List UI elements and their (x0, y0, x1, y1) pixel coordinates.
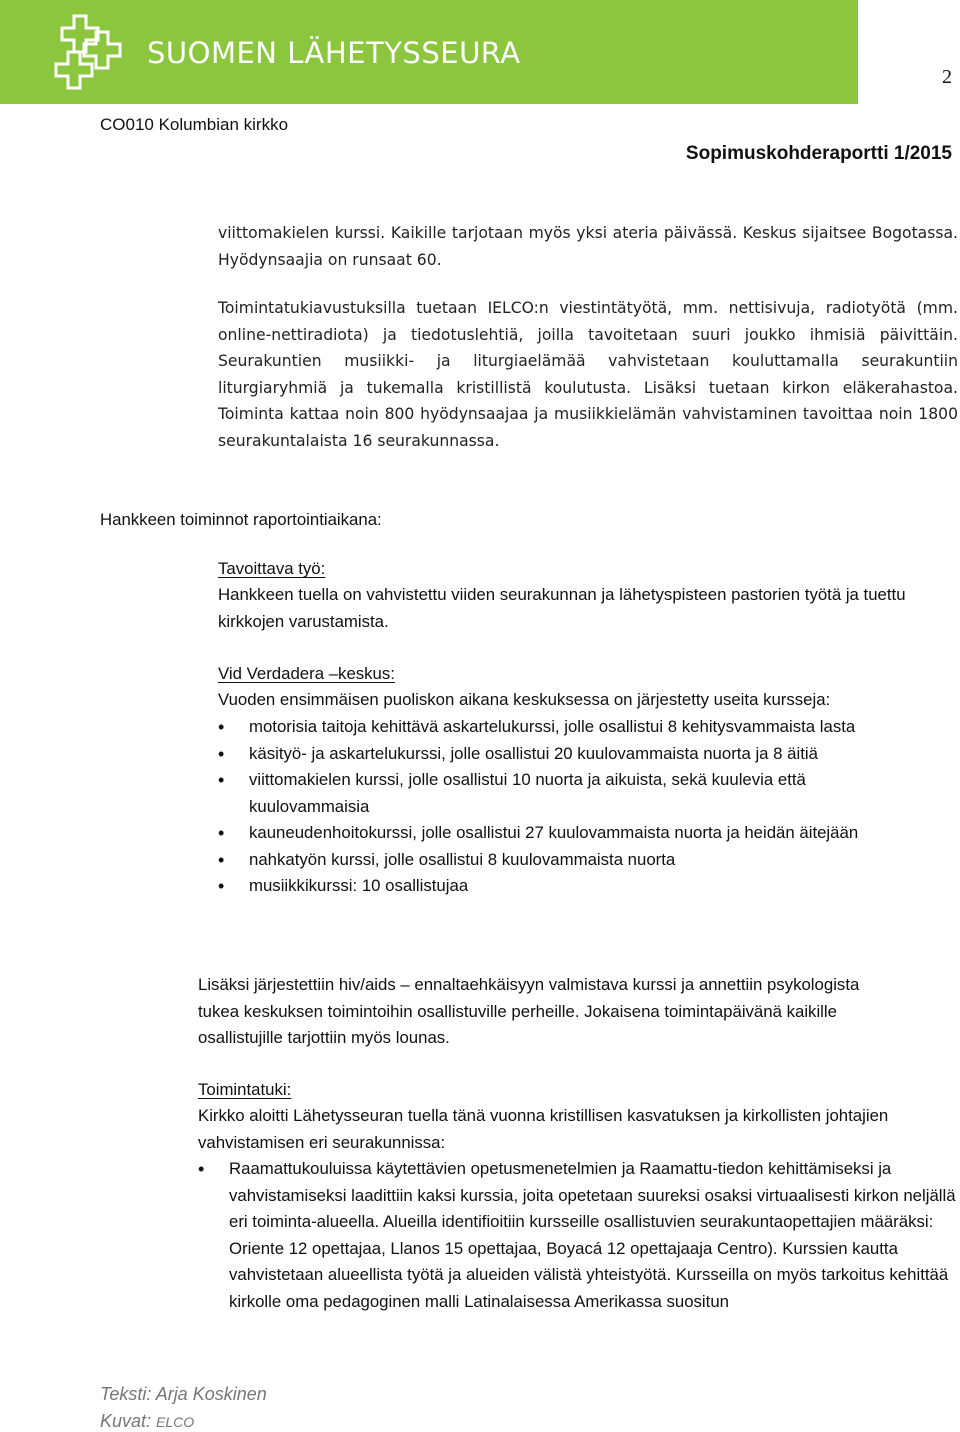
section-heading: Hankkeen toiminnot raportointiaikana: (100, 510, 382, 529)
support-text: Kirkko aloitti Lähetysseuran tuella tänä vuonna kristillisen kasvatuksen ja kirkollisten johtajien vahvistamisen eri seurakunnissa: (198, 1106, 889, 1152)
center-extra-text: Lisäksi järjestettiin hiv/aids – ennaltaehkäisyyn valmistava kurssi ja annettiin psykologista tukea keskuksen toimintoihin osallistuville perheille. Jokaisena toimintapäivänä kaikille osallistujille tarjottiin myös lounas. (198, 975, 860, 1047)
support-list (198, 1156, 958, 1315)
project-code: CO010 Kolumbian kirkko (100, 115, 289, 134)
center-title: Vid Verdadera –keskus: (218, 664, 395, 683)
list-item: • musiikkikurssi: 10 osallistujaa (218, 876, 469, 896)
intro-paragraph-1: viittomakielen kurssi. Kaikille tarjotaan myös yksi ateria päivässä. Keskus sijaitsee Bogotassa. Hyödynsaajia on runsaat 60. (218, 224, 958, 269)
cross-logo-icon (52, 12, 132, 92)
list-item-text: nahkatyön kurssi, jolle osallistui 8 kuulovammaista nuorta (249, 849, 676, 869)
list-item-text: Raamattukouluissa käytettävien opetusmenetelmien ja Raamattu-tiedon kehittämiseksi ja vahvistamiseksi laadittiin kaksi kurssia, joita opetetaan suureksi osaksi virtuaalisesti kirkon neljällä eri toiminta-alueella. Alueilla identifioitiin kursseille osallistuvien seurakuntaopettajien määräksi: Oriente 12 opettajaa, Llanos 15 opettajaa, Boyacá 12 opettajaaja Centro). Kurssien kautta vahvistetaan alueellista työtä ja alueiden välistä yhteistyötä. Kursseilla on myös tarkoitus kehittää kirkolle oma pedagoginen malli Latinalaisessa Amerikassa suositun (229, 1159, 956, 1311)
list-item: • motorisia taitoja kehittävä askartelukurssi, jolle osallistui 8 kehitysvammaista lasta (218, 717, 856, 737)
list-item: • nahkatyön kurssi, jolle osallistui 8 kuulovammaista nuorta (218, 849, 676, 870)
list-item: • käsityö- ja askartelukurssi, jolle osallistui 20 kuulovammaista nuorta ja 8 äitiä (218, 743, 818, 764)
outreach-title: Tavoittava työ: (218, 559, 326, 578)
list-item: • kauneudenhoitokurssi, jolle osallistui 27 kuulovammaista nuorta ja heidän äitejään (218, 823, 859, 843)
support-title: Toimintatuki: (198, 1080, 292, 1099)
photo-credit-label: Kuvat: (100, 1411, 152, 1431)
page-number: 2 (942, 66, 952, 88)
intro-paragraph-2: Toimintatukiavustuksilla tuetaan IELCO:n viestintätyötä, mm. nettisivuja, radiotyötä (mm. online-nettiradiota) ja tiedotuslehtiä, joilla tavoitetaan suuri joukko ihmisiä päivittäin. Seurakuntien musiikki- ja liturgiaelämää vahvistetaan kouluttamalla seurakuntiin liturgiaryhmiä ja tukemalla kristillistä koulutusta. Lisäksi tuetaan kirkon eläkerahastoa. Toiminta kattaa noin 800 hyödynsaajaa ja musiikkielämän vahvistaminen tavoittaa noin 1800 seurakuntalaista 16 seurakunnassa. (218, 299, 958, 450)
center-text: Vuoden ensimmäisen puoliskon aikana keskuksessa on järjestetty useita kursseja: (218, 690, 831, 709)
list-item-text: viittomakielen kurssi, jolle osallistui 10 nuorta ja aikuista, sekä kuulevia että kuulovammaisia (249, 770, 806, 816)
org-name: SUOMEN LÄHETYSSEURA (147, 36, 521, 70)
list-item: • Raamattukouluissa käytettävien opetusmenetelmien ja Raamattu-tiedon kehittämiseksi ja vahvistamiseksi laadittiin kaksi kurssia, joita opetetaan suureksi osaksi virtuaalisesti kirkon neljällä eri toiminta-alueella. Alueilla identifioitiin kursseille osallistuvien seurakuntaopettajien määräksi: Oriente 12 opettajaa, Llanos 15 opettajaa, Boyacá 12 opettajaaja Centro). Kurssien kautta vahvistetaan alueellista työtä ja alueiden välistä yhteistyötä. Kursseilla on myös tarkoitus kehittää kirkolle oma pedagoginen malli Latinalaisessa Amerikassa suositun (198, 1159, 956, 1311)
outreach-text: Hankkeen tuella on vahvistettu viiden seurakunnan ja lähetyspisteen pastorien työtä ja tuettu kirkkojen varustamista. (218, 585, 906, 631)
center-course-list (218, 714, 938, 900)
photo-credit-value: ELCO (156, 1414, 195, 1430)
footer-photo-credit (100, 1411, 194, 1432)
list-item-text: musiikkikurssi: 10 osallistujaa (249, 876, 469, 895)
list-item-text: motorisia taitoja kehittävä askartelukurssi, jolle osallistui 8 kehitysvammaista lasta (249, 717, 856, 736)
header-banner (0, 0, 858, 104)
footer-text-credit: Teksti: Arja Koskinen (100, 1384, 267, 1404)
list-item-text: käsityö- ja askartelukurssi, jolle osallistui 20 kuulovammaista nuorta ja 8 äitiä (249, 743, 818, 763)
list-item-text: kauneudenhoitokurssi, jolle osallistui 27 kuulovammaista nuorta ja heidän äitejään (249, 823, 859, 842)
report-title: Sopimuskohderaportti 1/2015 (685, 143, 952, 164)
list-item: • viittomakielen kurssi, jolle osallistui 10 nuorta ja aikuista, sekä kuulevia että kuulovammaisia (218, 770, 806, 816)
